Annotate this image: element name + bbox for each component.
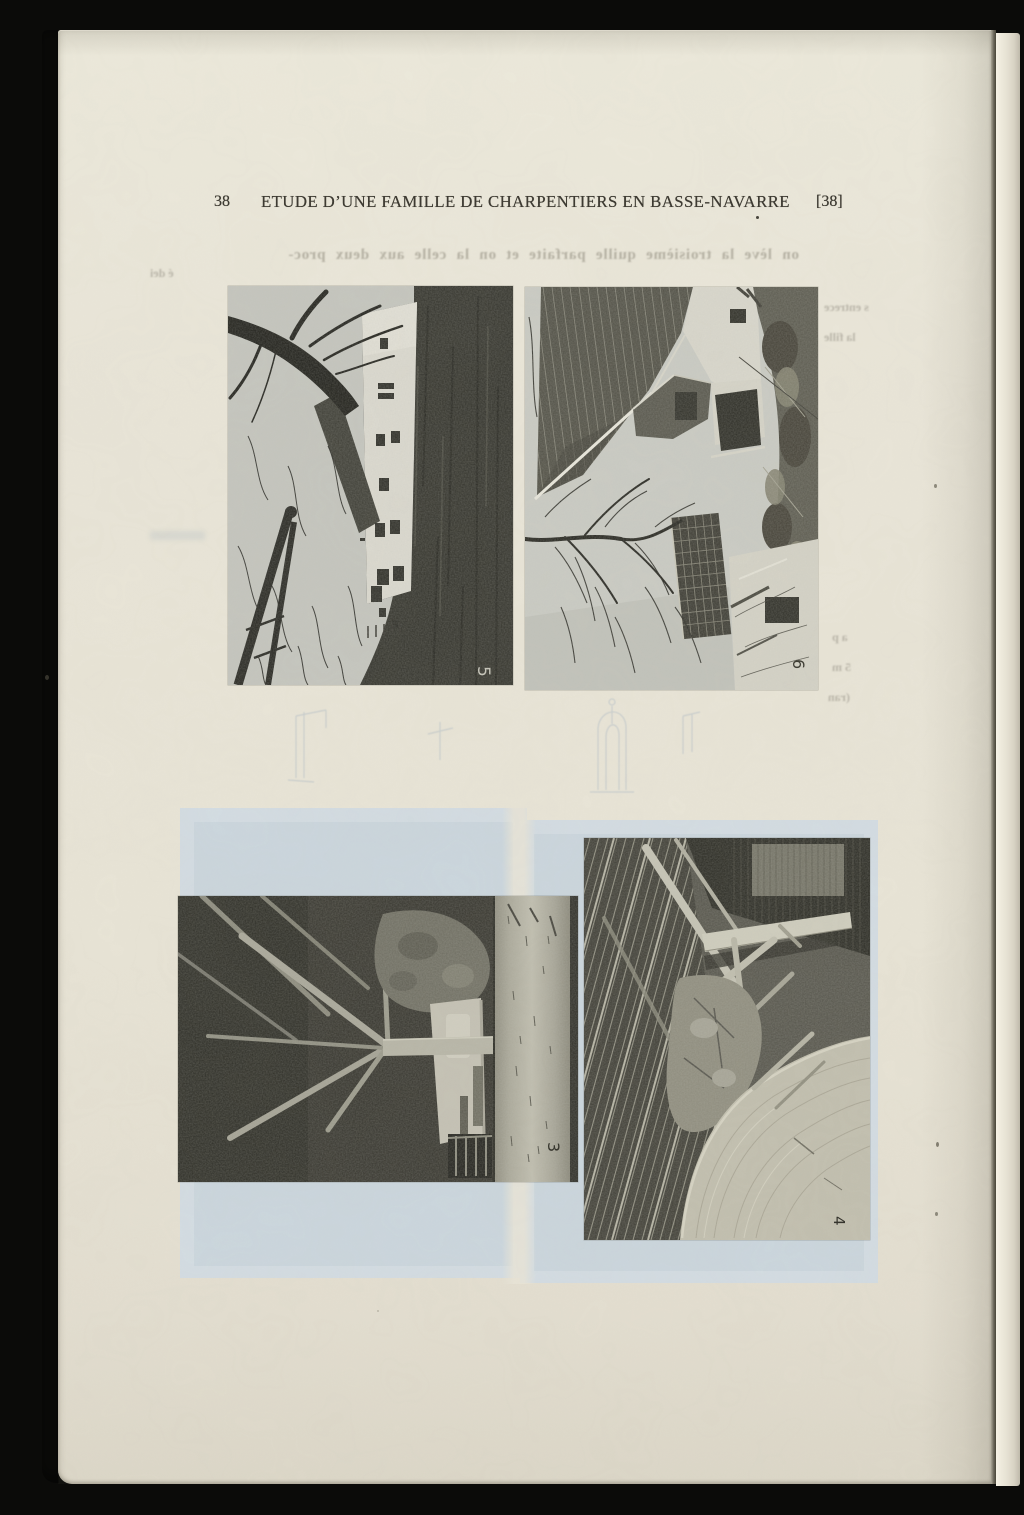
showthrough-fragment: 5 m xyxy=(832,660,851,674)
showthrough-fragment: a p xyxy=(832,630,848,644)
figure-photo-5 xyxy=(228,286,513,685)
gutter-speck xyxy=(934,484,937,488)
page-edge-stack xyxy=(42,30,59,1483)
showthrough-fragment: (ran xyxy=(828,690,850,704)
page-edge-speck xyxy=(45,675,49,680)
showthrough-fragment: la fille xyxy=(824,330,856,344)
running-title: ETUDE D’UNE FAMILLE DE CHARPENTIERS EN BASSE-NAVARRE xyxy=(261,192,790,211)
book-page xyxy=(58,30,991,1484)
figure-label-4: 4 xyxy=(830,1216,848,1226)
showthrough-drawings xyxy=(268,694,738,806)
page-number: 38 xyxy=(214,193,230,210)
figure-photo-4 xyxy=(584,838,870,1240)
gutter-speck xyxy=(936,1142,939,1147)
figure-label-5: 5 xyxy=(473,666,493,677)
facing-page-edge xyxy=(996,33,1020,1486)
showthrough-fragment: s entrece xyxy=(824,300,869,314)
page-top-shadow xyxy=(58,30,991,56)
ink-speck xyxy=(756,216,759,219)
showthrough-smudge xyxy=(150,531,205,540)
figure-label-6: 6 xyxy=(789,659,808,670)
figure-label-3: 3 xyxy=(544,1142,563,1153)
bracket-page-number: [38] xyxy=(816,193,843,210)
gutter-speck xyxy=(935,1212,938,1216)
page-gutter-shadow xyxy=(921,30,991,1484)
figure-photo-3 xyxy=(178,896,578,1182)
dust-speck xyxy=(377,1310,379,1312)
showthrough-text-line: on lève la troisième quille parfaite et on la celle aux deux proc- xyxy=(287,247,799,263)
showthrough-fragment: é dei xyxy=(150,266,174,280)
figure-photo-6 xyxy=(525,287,818,690)
